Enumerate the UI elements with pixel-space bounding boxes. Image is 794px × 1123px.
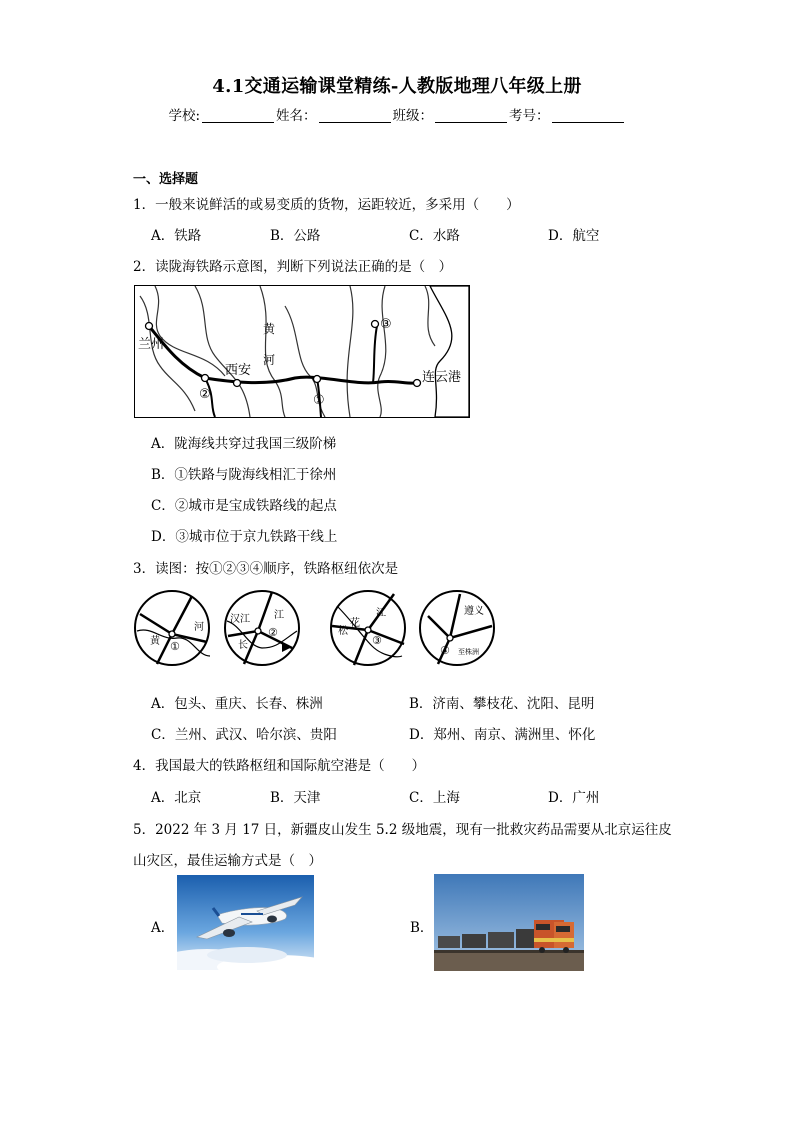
q4-option-c[interactable]: C．上海 bbox=[409, 790, 460, 806]
hub2-label-a: 汉江 bbox=[230, 614, 250, 625]
map-label-c2: ② bbox=[199, 387, 211, 402]
class-blank[interactable] bbox=[435, 108, 507, 123]
hub-figure-2 bbox=[225, 591, 299, 665]
q1-option-c[interactable]: C．水路 bbox=[409, 228, 460, 244]
map-label-huang: 黄 bbox=[263, 322, 276, 336]
hub-figure-1 bbox=[135, 591, 210, 665]
hub3-label-c: 花 bbox=[350, 618, 360, 629]
q1-option-d[interactable]: D．航空 bbox=[548, 228, 600, 244]
hub2-label-b: 江 bbox=[274, 610, 284, 621]
q3-option-a[interactable]: A．包头、重庆、长春、株洲 bbox=[151, 696, 323, 712]
page-title: 4.1交通运输课堂精练-人教版地理八年级上册 bbox=[212, 76, 582, 97]
hub3-label-a: 江 bbox=[376, 608, 386, 619]
map-label-lanzhou: 兰州 bbox=[138, 337, 165, 352]
q2-stem: 2．读陇海铁路示意图，判断下列说法正确的是（ ） bbox=[133, 259, 453, 275]
map-label-c1: ① bbox=[313, 393, 325, 408]
name-label: 姓名： bbox=[276, 108, 317, 124]
q4-option-d[interactable]: D．广州 bbox=[548, 790, 600, 806]
airplane-photo-svg bbox=[177, 875, 314, 970]
hub-figure-4 bbox=[420, 591, 494, 665]
school-label: 学校: bbox=[168, 108, 201, 124]
q1-stem: 1．一般来说鲜活的或易变质的货物，运距较近，多采用（ ） bbox=[133, 197, 520, 213]
hub4-label-a: 遵义 bbox=[464, 606, 484, 617]
name-blank[interactable] bbox=[319, 108, 391, 123]
q2-option-d[interactable]: D．③城市位于京九铁路干线上 bbox=[151, 529, 338, 545]
longhai-railway-map bbox=[134, 285, 470, 418]
q3-option-b[interactable]: B．济南、攀枝花、沈阳、昆明 bbox=[409, 696, 595, 712]
q2-option-a[interactable]: A．陇海线共穿过我国三级阶梯 bbox=[151, 436, 337, 452]
q4-option-b[interactable]: B．天津 bbox=[270, 790, 321, 806]
hub1-label-a: 黄 bbox=[150, 636, 160, 647]
q2-option-b[interactable]: B．①铁路与陇海线相汇于徐州 bbox=[151, 467, 337, 483]
map-label-xian: 西安 bbox=[225, 363, 252, 378]
map-label-lianyungang: 连云港 bbox=[422, 370, 462, 385]
q2-option-c[interactable]: C．②城市是宝成铁路线的起点 bbox=[151, 498, 337, 514]
q3-stem: 3．读图：按①②③④顺序，铁路枢纽依次是 bbox=[133, 561, 399, 577]
q1-option-b[interactable]: B．公路 bbox=[270, 228, 321, 244]
map-label-c3: ③ bbox=[380, 317, 392, 332]
exam-no-label: 考号： bbox=[509, 108, 550, 124]
q5-option-a[interactable]: A． bbox=[151, 920, 175, 936]
q1-option-a[interactable]: A．铁路 bbox=[151, 228, 202, 244]
q3-option-c[interactable]: C．兰州、武汉、哈尔滨、贵阳 bbox=[151, 727, 337, 743]
exam-no-blank[interactable] bbox=[552, 108, 624, 123]
q4-option-a[interactable]: A．北京 bbox=[151, 790, 202, 806]
longhai-map-svg bbox=[135, 286, 469, 417]
hub3-label-b: 松 bbox=[338, 626, 348, 637]
railway-hub-figures bbox=[132, 586, 502, 670]
section-heading: 一、选择题 bbox=[133, 172, 199, 187]
q5-stem-line2: 山灾区，最佳运输方式是（ ） bbox=[133, 853, 322, 869]
q5-stem-line1: 5．2022 年 3 月 17 日，新疆皮山发生 5.2 级地震，现有一批救灾药品需要从北京运往皮 bbox=[133, 822, 672, 838]
q5-train-image[interactable] bbox=[434, 874, 584, 971]
hub2-number: ② bbox=[268, 626, 278, 639]
student-info-line bbox=[0, 104, 794, 124]
school-blank[interactable] bbox=[202, 108, 274, 123]
class-label: 班级： bbox=[392, 108, 434, 124]
q4-stem: 4．我国最大的铁路枢纽和国际航空港是（ ） bbox=[133, 758, 426, 774]
hub4-label-b: 至株洲 bbox=[458, 648, 479, 656]
hub4-number: ④ bbox=[440, 644, 450, 657]
q5-option-b[interactable]: B． bbox=[410, 920, 434, 936]
hub2-label-c: 长 bbox=[238, 640, 248, 651]
hub1-number: ① bbox=[170, 640, 180, 653]
train-photo-svg bbox=[434, 874, 584, 971]
q3-option-d[interactable]: D．郑州、南京、满洲里、怀化 bbox=[409, 727, 596, 743]
hub-figure-3 bbox=[331, 591, 405, 665]
hub3-number: ③ bbox=[372, 634, 382, 647]
hub-figures-svg bbox=[132, 586, 502, 670]
map-label-he: 河 bbox=[263, 353, 276, 367]
q5-airplane-image[interactable] bbox=[177, 875, 314, 970]
hub1-label-b: 河 bbox=[194, 622, 204, 633]
